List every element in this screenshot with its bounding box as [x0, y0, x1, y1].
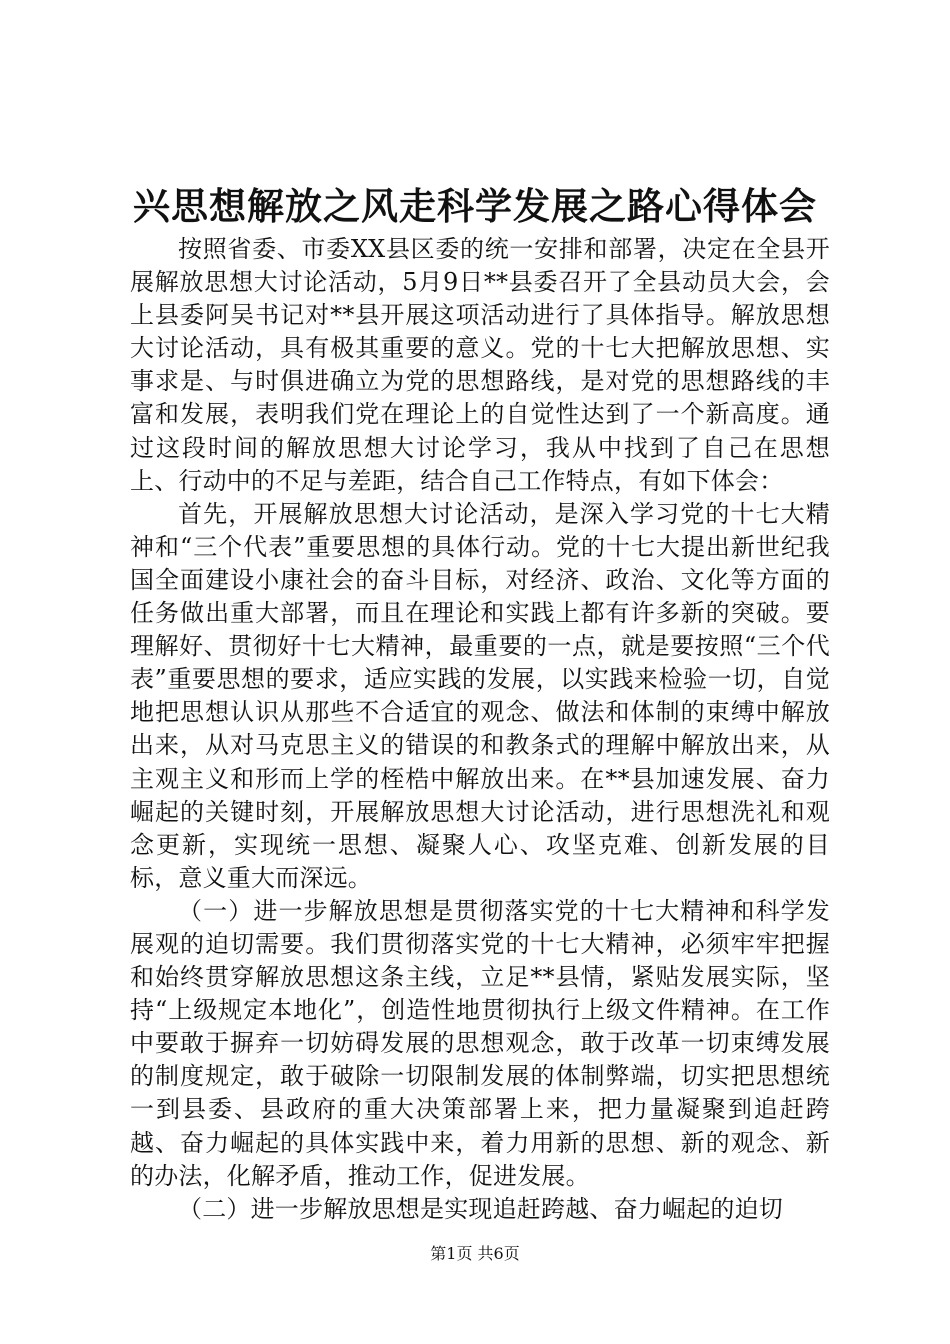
paragraph-intro: 按照省委、市委XX县区委的统一安排和部署，决定在全县开展解放思想大讨论活动，5月9日**县委召开了全县动员大会，会上县委阿吴书记对**县开展这项活动进行了具体指导。解放思想大讨论活动，具有极其重要的意义。党的十七大把解放思想、实事求是、与时俱进确立为党的思想路线，是对党的思想路线的丰富和发展，表明我们党在理论上的自觉性达到了一个新高度。通过这段时间的解放思想大讨论学习，我从中找到了自己在思想上、行动中的不足与差距，结合自己工作特点，有如下体会：	[130, 235, 830, 495]
paragraph-section-two: （二）进一步解放思想是实现追赶跨越、奋力崛起的迫切	[178, 1194, 783, 1223]
paragraph-first: 首先，开展解放思想大讨论活动，是深入学习党的十七大精神和“三个代表”重要思想的具体行动。党的十七大提出新世纪我国全面建设小康社会的奋斗目标，对经济、政治、文化等方面的任务做出重大部署，而且在理论和实践上都有许多新的突破。要理解好、贯彻好十七大精神，最重要的一点，就是要按照“三个代表”重要思想的要求，适应实践的发展，以实践来检验一切，自觉地把思想认识从那些不合适宜的观念、做法和体制的束缚中解放出来，从对马克思主义的错误的和教条式的理解中解放出来，从主观主义和形而上学的桎梏中解放出来。在**县加速发展、奋力崛起的关键时刻，开展解放思想大讨论活动，进行思想洗礼和观念更新，实现统一思想、凝聚人心、攻坚克难、创新发展的目标，意义重大而深远。	[130, 499, 830, 892]
page-number-footer: 第1页 共6页	[430, 1244, 520, 1263]
document-title: 兴思想解放之风走科学发展之路心得体会	[133, 184, 817, 228]
document-body	[130, 233, 830, 1226]
paragraph-section-one: （一）进一步解放思想是贯彻落实党的十七大精神和科学发展观的迫切需要。我们贯彻落实党的十七大精神，必须牢牢把握和始终贯穿解放思想这条主线，立足**县情，紧贴发展实际，坚持“上级规定本地化”，创造性地贯彻执行上级文件精神。在工作中要敢于摒弃一切妨碍发展的思想观念，敢于改革一切束缚发展的制度规定，敢于破除一切限制发展的体制弊端，切实把思想统一到县委、县政府的重大决策部署上来，把力量凝聚到追赶跨越、奋力崛起的具体实践中来，着力用新的思想、新的观念、新的办法，化解矛盾，推动工作，促进发展。	[130, 896, 830, 1190]
